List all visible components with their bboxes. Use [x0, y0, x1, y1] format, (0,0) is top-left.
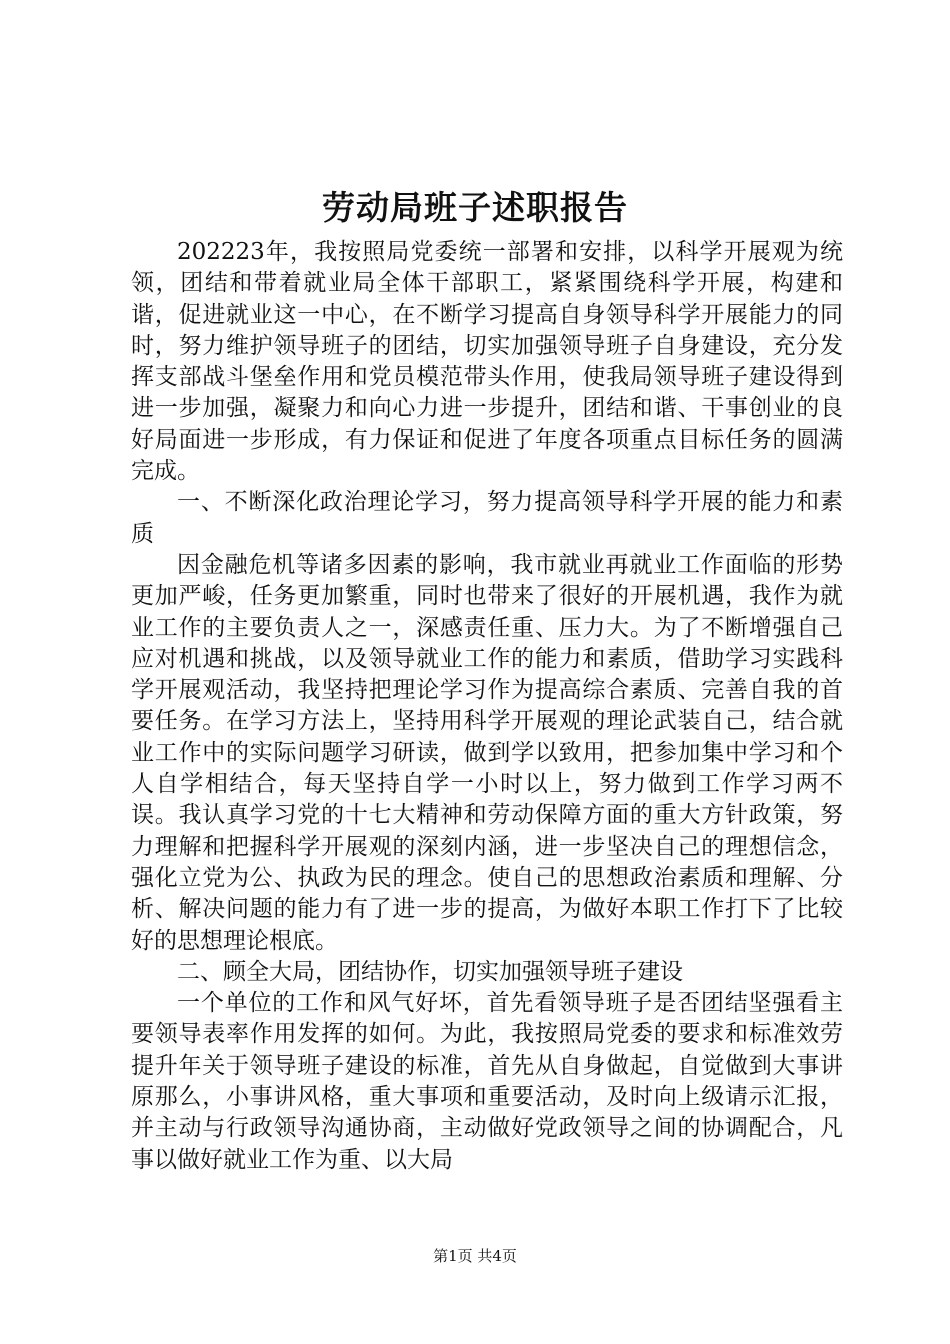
section-heading-2: 二、顾全大局，团结协作，切实加强领导班子建设	[177, 958, 683, 985]
section-heading-1: 一、不断深化政治理论学习，努力提高领导科学开展的能力和素质	[131, 489, 843, 547]
paragraph-intro: 202223年，我按照局党委统一部署和安排，以科学开展观为统领，团结和带着就业局全体干部职工，紧紧围绕科学开展，构建和谐，促进就业这一中心，在不断学习提高自身领导科学开展能力的同时，努力维护领导班子的团结，切实加强领导班子自身建设，充分发挥支部战斗堡垒作用和党员模范带头作用，使我局领导班子建设得到进一步加强，凝聚力和向心力进一步提升，团结和谐、干事创业的良好局面进一步形成，有力保证和促进了年度各项重点目标任务的圆满完成。	[131, 239, 843, 485]
document-body	[131, 237, 843, 1176]
document-title: 劳动局班子述职报告	[322, 188, 628, 227]
paragraph-section-2: 一个单位的工作和风气好坏，首先看领导班子是否团结坚强看主要领导表率作用发挥的如何。为此，我按照局党委的要求和标准效劳提升年关于领导班子建设的标准，首先从自身做起，自觉做到大事讲原那么，小事讲风格，重大事项和重要活动，及时向上级请示汇报，并主动与行政领导沟通协商，主动做好党政领导之间的协调配合，凡事以做好就业工作为重、以大局	[131, 990, 843, 1173]
page-number-footer: 第1页 共4页	[433, 1247, 517, 1265]
paragraph-section-1: 因金融危机等诸多因素的影响，我市就业再就业工作面临的形势更加严峻，任务更加繁重，同时也带来了很好的开展机遇，我作为就业工作的主要负责人之一，深感责任重、压力大。为了不断增强自己应对机遇和挑战，以及领导就业工作的能力和素质，借助学习实践科学开展观活动，我坚持把理论学习作为提高综合素质、完善自我的首要任务。在学习方法上，坚持用科学开展观的理论武装自己，结合就业工作中的实际问题学习研读，做到学以致用，把参加集中学习和个人自学相结合，每天坚持自学一小时以上，努力做到工作学习两不误。我认真学习党的十七大精神和劳动保障方面的重大方针政策，努力理解和把握科学开展观的深刻内涵，进一步坚决自己的理想信念，强化立党为公、执政为民的理念。使自己的思想政治素质和理解、分析、解决问题的能力有了进一步的提高，为做好本职工作打下了比较好的思想理论根底。	[131, 551, 843, 954]
